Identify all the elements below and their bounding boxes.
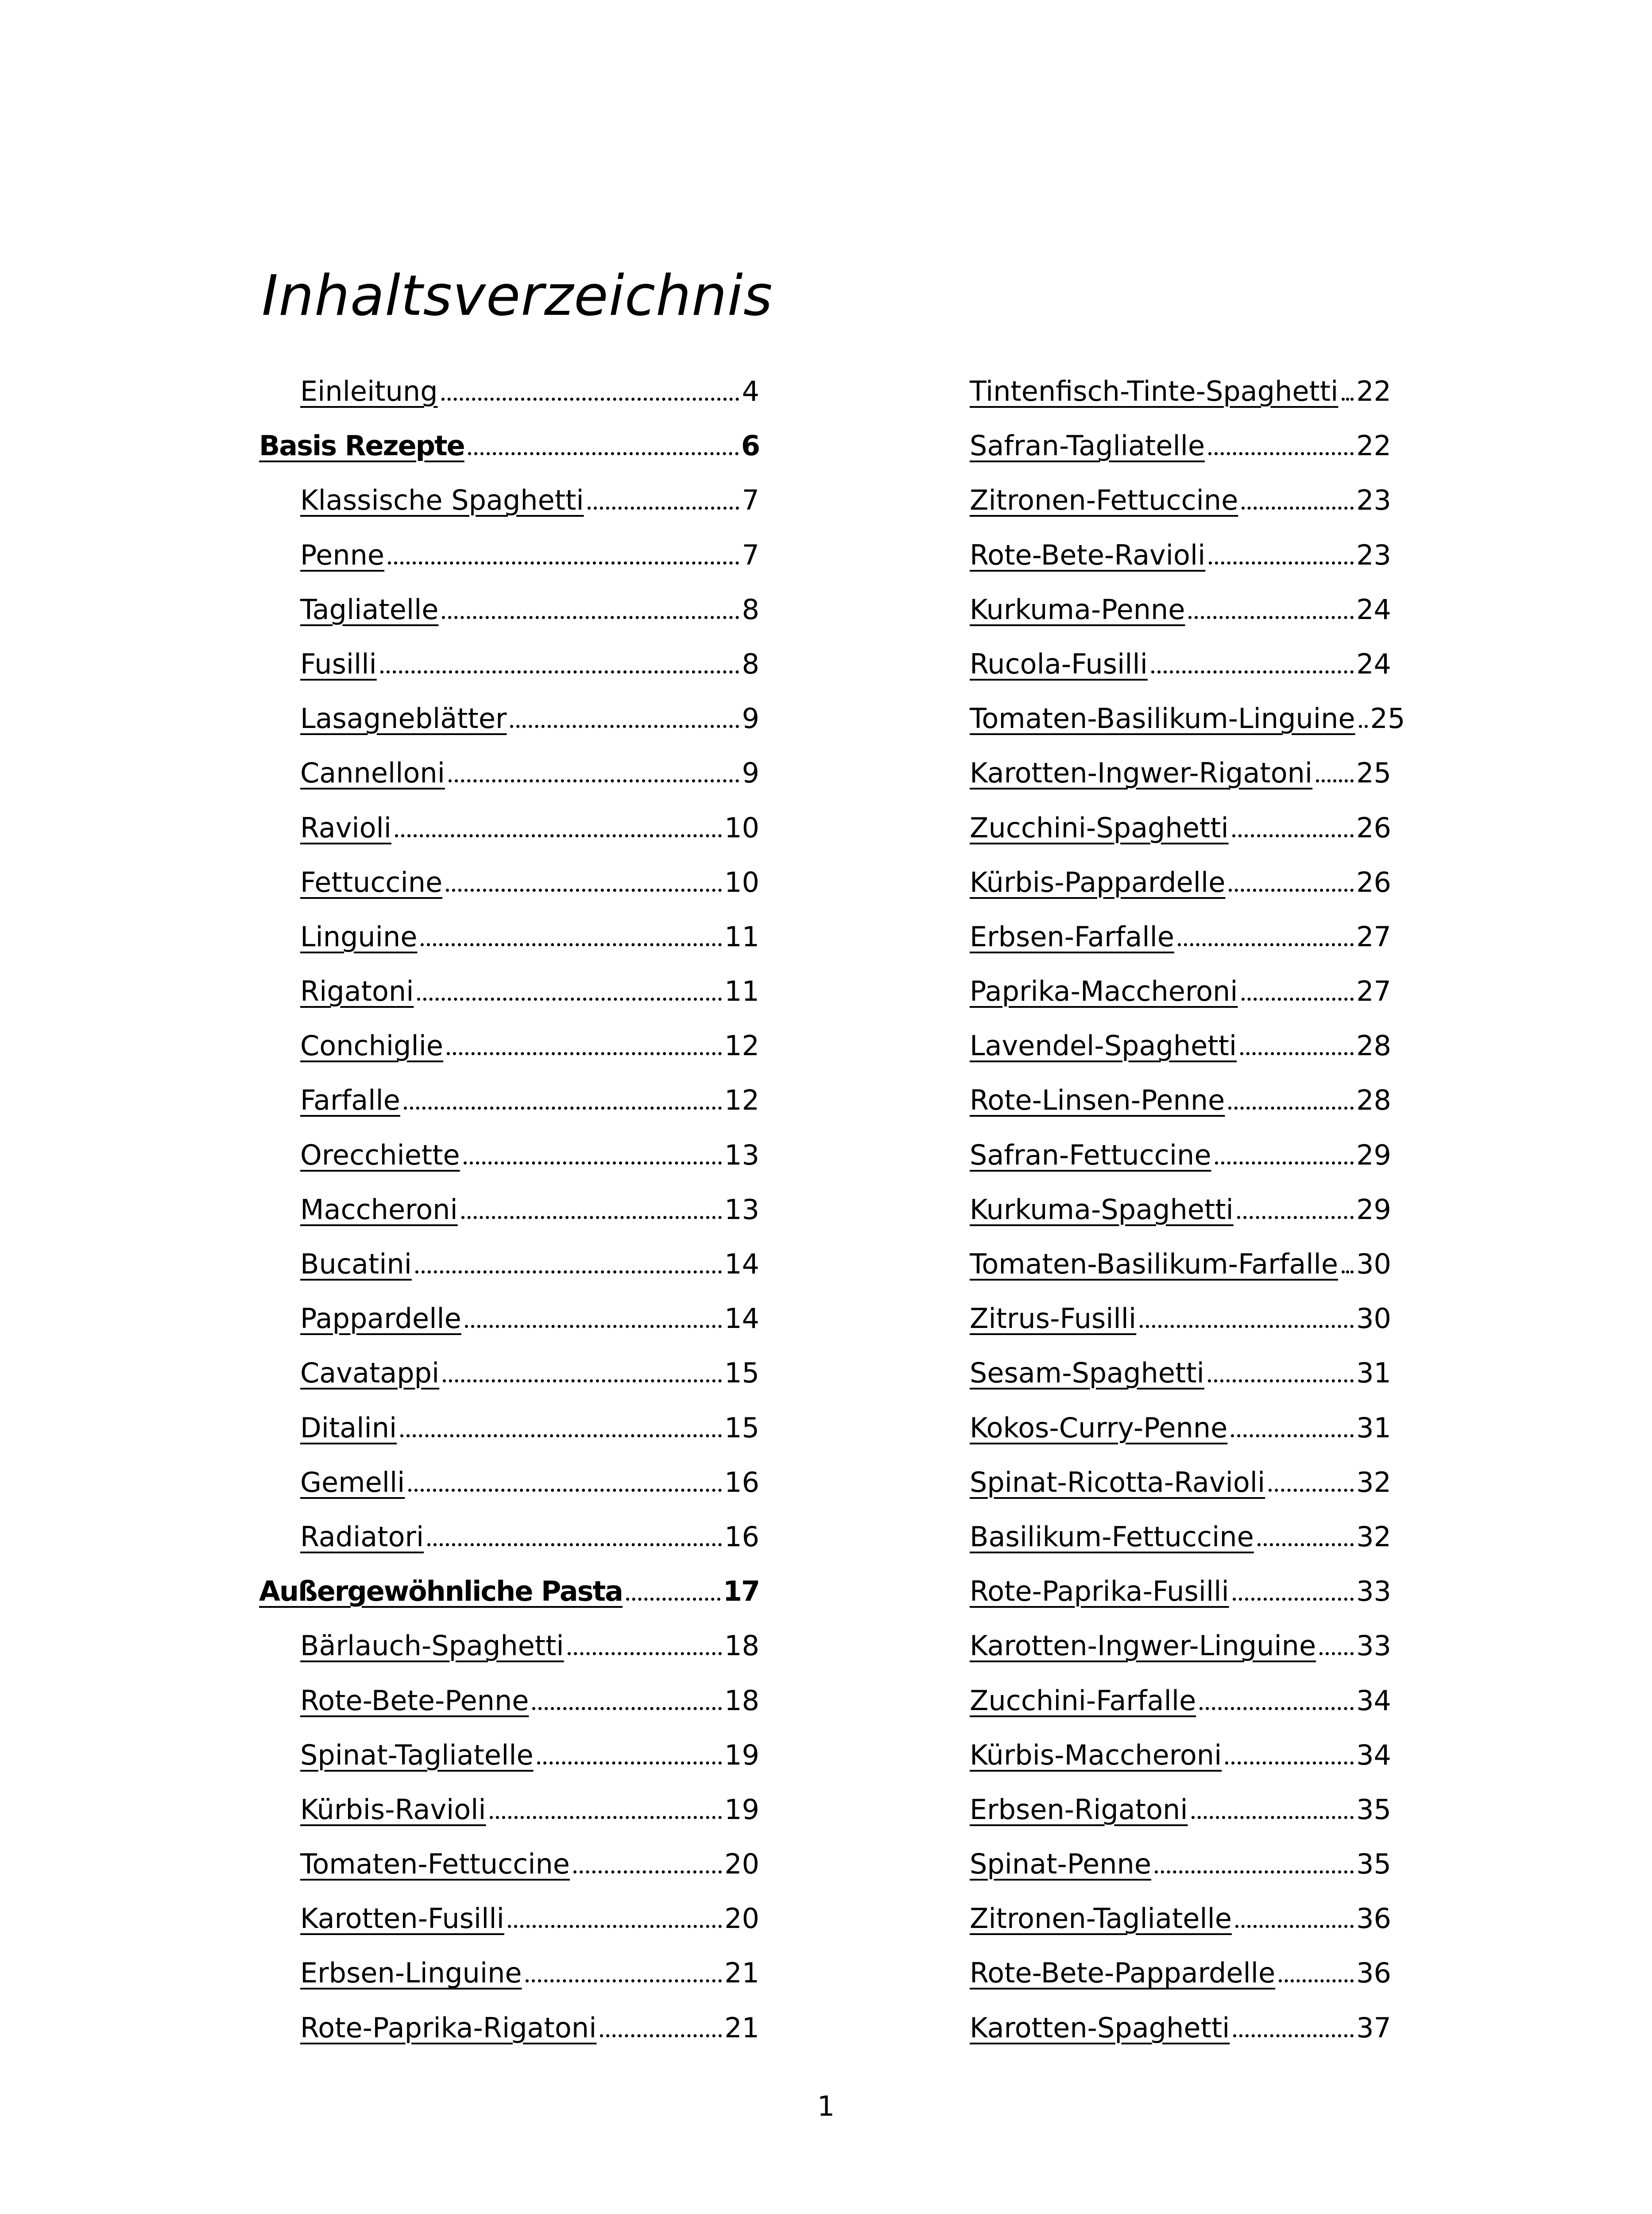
- toc-entry-page-number: 22: [1356, 375, 1391, 407]
- toc-dot-leader: [461, 1216, 722, 1219]
- toc-entry-label[interactable]: Rote-Bete-Penne: [300, 1684, 529, 1717]
- toc-dot-leader: [1192, 1816, 1354, 1819]
- toc-entry[interactable]: [929, 538, 1391, 596]
- toc-dot-leader: [1342, 398, 1354, 401]
- toc-entry-page-number: 34: [1356, 1738, 1391, 1771]
- toc-entry[interactable]: [259, 702, 759, 759]
- toc-entry-page-number: 20: [724, 1902, 759, 1935]
- toc-dot-leader: [508, 1925, 722, 1928]
- toc-entry-label[interactable]: Fusilli: [300, 647, 377, 680]
- toc-entry-label[interactable]: Pappardelle: [300, 1302, 461, 1335]
- toc-entry[interactable]: [929, 1793, 1391, 1850]
- toc-entry-label[interactable]: Bucatini: [300, 1248, 412, 1280]
- toc-entry[interactable]: [929, 375, 1391, 432]
- toc-entry-label[interactable]: Kurkuma-Spaghetti: [970, 1193, 1234, 1226]
- toc-entry[interactable]: [929, 866, 1391, 923]
- page-number: 1: [817, 2090, 835, 2122]
- toc-entry-page-number: 37: [1356, 2011, 1391, 2044]
- toc-entry-label[interactable]: Karotten-Spaghetti: [970, 2011, 1230, 2044]
- toc-entry[interactable]: [929, 1738, 1391, 1796]
- toc-entry[interactable]: [259, 1684, 759, 1742]
- toc-entry[interactable]: [259, 1738, 759, 1796]
- toc-left-column: [259, 375, 759, 2069]
- toc-entry[interactable]: [259, 1520, 759, 1578]
- toc-entry[interactable]: [259, 1466, 759, 1523]
- toc-entry-label[interactable]: Kurkuma-Penne: [970, 593, 1185, 626]
- toc-entry-label[interactable]: Safran-Tagliatelle: [970, 430, 1205, 462]
- toc-entry-label[interactable]: Sesam-Spaghetti: [970, 1357, 1204, 1390]
- toc-dot-leader: [1257, 1543, 1354, 1546]
- toc-entry-label[interactable]: Rigatoni: [300, 975, 414, 1008]
- toc-entry-label[interactable]: Zucchini-Spaghetti: [970, 811, 1229, 844]
- toc-dot-leader: [1140, 1325, 1354, 1328]
- toc-entry[interactable]: [259, 975, 759, 1032]
- toc-entry-page-number: 14: [724, 1248, 759, 1280]
- toc-dot-leader: [1231, 1434, 1354, 1437]
- toc-dot-leader: [1155, 1870, 1354, 1873]
- toc-dot-leader: [421, 943, 722, 946]
- toc-dot-leader: [443, 1379, 722, 1382]
- toc-dot-leader: [468, 452, 739, 455]
- toc-dot-leader: [1208, 1379, 1354, 1382]
- toc-dot-leader: [568, 1652, 722, 1655]
- toc-entry[interactable]: [929, 1411, 1391, 1469]
- toc-entry[interactable]: [929, 1138, 1391, 1196]
- toc-entry-label[interactable]: Rote-Paprika-Rigatoni: [300, 2011, 597, 2044]
- toc-entry[interactable]: [259, 484, 759, 541]
- toc-entry-page-number: 33: [1356, 1630, 1391, 1662]
- toc-entry[interactable]: [929, 647, 1391, 705]
- toc-entry[interactable]: [929, 702, 1405, 759]
- toc-dot-leader: [1199, 1707, 1354, 1710]
- toc-entry-page-number: 26: [1356, 866, 1391, 898]
- toc-entry-page-number: 14: [724, 1302, 759, 1335]
- toc-dot-leader: [446, 889, 722, 892]
- toc-entry[interactable]: [259, 1850, 759, 1905]
- toc-entry-page-number: 36: [1356, 1957, 1391, 1990]
- toc-dot-leader: [395, 834, 722, 837]
- toc-entry-page-number: 27: [1356, 975, 1391, 1008]
- toc-dot-leader: [1178, 943, 1354, 946]
- toc-dot-leader: [1242, 998, 1354, 1001]
- toc-entry-page-number: 12: [724, 1084, 759, 1117]
- toc-entry-page-number: 28: [1356, 1084, 1391, 1117]
- toc-entry-label[interactable]: Zucchini-Farfalle: [970, 1684, 1196, 1717]
- toc-entry-page-number: 15: [724, 1411, 759, 1444]
- toc-dot-leader: [447, 1052, 722, 1055]
- toc-entry-page-number: 24: [1356, 593, 1391, 626]
- toc-entry-page-number: 11: [724, 975, 759, 1008]
- toc-entry-page-number: 29: [1356, 1138, 1391, 1171]
- toc-entry[interactable]: [259, 811, 759, 869]
- toc-entry-page-number: 9: [742, 702, 759, 735]
- toc-dot-leader: [588, 507, 739, 510]
- toc-entry[interactable]: [259, 866, 759, 923]
- toc-dot-leader: [1232, 834, 1354, 837]
- toc-entry-page-number: 32: [1356, 1520, 1391, 1553]
- toc-entry-page-number: 13: [724, 1193, 759, 1226]
- toc-entry-page-number: 35: [1356, 1848, 1391, 1881]
- toc-entry-label[interactable]: Karotten-Fusilli: [300, 1902, 504, 1935]
- toc-entry-page-number: 18: [724, 1684, 759, 1717]
- toc-entry[interactable]: [259, 1793, 759, 1850]
- toc-entry-page-number: 23: [1356, 538, 1391, 571]
- toc-entry[interactable]: [929, 920, 1391, 978]
- toc-entry-label[interactable]: Basis Rezepte: [259, 430, 464, 462]
- toc-dot-leader: [1188, 616, 1354, 619]
- toc-entry-label[interactable]: Klassische Spaghetti: [300, 484, 584, 517]
- toc-entry-page-number: 35: [1356, 1793, 1391, 1826]
- toc-entry-label[interactable]: Conchiglie: [300, 1030, 444, 1062]
- toc-entry-label[interactable]: Einleitung: [300, 375, 438, 407]
- toc-entry-page-number: 10: [724, 811, 759, 844]
- toc-entry[interactable]: [929, 1032, 1391, 1087]
- toc-entry[interactable]: [259, 1902, 759, 1959]
- toc-entry-label[interactable]: Radiatori: [300, 1520, 424, 1553]
- toc-entry-label[interactable]: Spinat-Penne: [970, 1848, 1151, 1881]
- toc-entry-label[interactable]: Zitronen-Fettuccine: [970, 484, 1238, 517]
- toc-entry[interactable]: [259, 920, 759, 978]
- toc-entry-label[interactable]: Zitronen-Tagliatelle: [970, 1902, 1232, 1935]
- toc-entry-page-number: 4: [742, 375, 759, 407]
- toc-dot-leader: [1151, 670, 1354, 673]
- toc-entry-label[interactable]: Safran-Fettuccine: [970, 1138, 1211, 1171]
- toc-entry[interactable]: [929, 1632, 1391, 1687]
- toc-entry-page-number: 9: [742, 757, 759, 790]
- toc-dot-leader: [464, 1161, 722, 1165]
- toc-entry[interactable]: [259, 1032, 759, 1087]
- toc-entry-label[interactable]: Lasagneblätter: [300, 702, 507, 735]
- toc-dot-leader: [1225, 1761, 1354, 1765]
- toc-entry-page-number: 8: [742, 647, 759, 680]
- toc-dot-leader: [442, 616, 739, 619]
- toc-entry[interactable]: [929, 484, 1391, 541]
- toc-entry-page-number: 23: [1356, 484, 1391, 517]
- toc-entry-label[interactable]: Außergewöhnliche Pasta: [259, 1575, 623, 1608]
- toc-entry-label[interactable]: Rucola-Fusilli: [970, 647, 1148, 680]
- toc-dot-leader: [1319, 1652, 1354, 1655]
- toc-entry-page-number: 30: [1356, 1248, 1391, 1280]
- toc-entry[interactable]: [929, 1359, 1391, 1414]
- toc-dot-leader: [600, 2034, 722, 2037]
- toc-entry-label[interactable]: Karotten-Ingwer-Rigatoni: [970, 757, 1313, 790]
- toc-entry[interactable]: [259, 375, 759, 432]
- toc-entry[interactable]: [929, 1084, 1391, 1141]
- toc-entry[interactable]: [929, 1250, 1391, 1305]
- toc-entry[interactable]: [929, 1193, 1391, 1250]
- toc-dot-leader: [1233, 1598, 1354, 1601]
- toc-dot-leader: [1208, 452, 1354, 455]
- toc-entry-label[interactable]: Spinat-Ricotta-Ravioli: [970, 1466, 1265, 1498]
- toc-dot-leader: [388, 561, 739, 565]
- toc-entry-page-number: 7: [742, 484, 759, 517]
- toc-entry[interactable]: [259, 1138, 759, 1196]
- toc-dot-leader: [408, 1489, 722, 1492]
- toc-entry-label[interactable]: Karotten-Ingwer-Linguine: [970, 1630, 1316, 1662]
- toc-entry-page-number: 21: [724, 2011, 759, 2044]
- toc-entry[interactable]: [259, 593, 759, 650]
- toc-dot-leader: [1279, 1979, 1354, 1982]
- toc-entry[interactable]: [259, 1302, 759, 1359]
- toc-entry[interactable]: [259, 1359, 759, 1414]
- toc-entry-label[interactable]: Linguine: [300, 920, 418, 953]
- toc-entry-page-number: 17: [723, 1575, 759, 1608]
- toc-dot-leader: [415, 1270, 722, 1273]
- toc-dot-leader: [1229, 889, 1354, 892]
- toc-entry[interactable]: [259, 2011, 759, 2069]
- toc-entry-page-number: 22: [1356, 430, 1391, 462]
- toc-entry[interactable]: [259, 1193, 759, 1250]
- toc-entry-label[interactable]: Fettuccine: [300, 866, 443, 898]
- toc-entry-label[interactable]: Erbsen-Linguine: [300, 1957, 522, 1990]
- toc-entry-label[interactable]: Penne: [300, 538, 385, 571]
- toc-entry-page-number: 16: [724, 1466, 759, 1498]
- toc-entry-label[interactable]: Gemelli: [300, 1466, 405, 1498]
- toc-dot-leader: [1240, 1052, 1354, 1055]
- toc-dot-leader: [1209, 561, 1354, 565]
- toc-entry-page-number: 24: [1356, 647, 1391, 680]
- toc-dot-leader: [626, 1598, 720, 1601]
- toc-entry-page-number: 8: [742, 593, 759, 626]
- toc-dot-leader: [380, 670, 739, 673]
- toc-dot-leader: [465, 1325, 722, 1328]
- toc-dot-leader: [1342, 1270, 1354, 1273]
- toc-entry-page-number: 29: [1356, 1193, 1391, 1226]
- toc-entry-label[interactable]: Basilikum-Fettuccine: [970, 1520, 1254, 1553]
- toc-entry-label[interactable]: Kokos-Curry-Penne: [970, 1411, 1228, 1444]
- toc-entry-label[interactable]: Tintenfisch-Tinte-Spaghetti: [970, 375, 1339, 407]
- toc-dot-leader: [441, 398, 739, 401]
- toc-entry[interactable]: [259, 1250, 759, 1305]
- toc-dot-leader: [449, 779, 739, 782]
- toc-entry[interactable]: [929, 2011, 1391, 2069]
- toc-entry-label[interactable]: Lavendel-Spaghetti: [970, 1030, 1237, 1062]
- toc-entry-page-number: 28: [1356, 1030, 1391, 1062]
- toc-entry-label[interactable]: Tagliatelle: [300, 593, 439, 626]
- toc-dot-leader: [400, 1434, 722, 1437]
- toc-entry-label[interactable]: Rote-Paprika-Fusilli: [970, 1575, 1229, 1608]
- toc-section-entry[interactable]: [259, 1575, 759, 1632]
- toc-entry[interactable]: [929, 1850, 1391, 1905]
- toc-entry-page-number: 6: [741, 430, 759, 462]
- toc-entry-page-number: 32: [1356, 1466, 1391, 1498]
- toc-entry-label[interactable]: Bärlauch-Spaghetti: [300, 1630, 564, 1662]
- toc-entry[interactable]: [259, 647, 759, 705]
- toc-entry-label[interactable]: Tomaten-Basilikum-Farfalle: [970, 1248, 1339, 1280]
- toc-entry[interactable]: [929, 1520, 1391, 1578]
- toc-entry[interactable]: [929, 1575, 1391, 1632]
- toc-entry-page-number: 12: [724, 1030, 759, 1062]
- toc-entry-page-number: 11: [724, 920, 759, 953]
- toc-entry[interactable]: [929, 1959, 1391, 2014]
- toc-entry[interactable]: [929, 811, 1391, 869]
- toc-entry-label[interactable]: Tomaten-Fettuccine: [300, 1848, 570, 1881]
- toc-entry-page-number: 18: [724, 1630, 759, 1662]
- toc-entry-page-number: 30: [1356, 1302, 1391, 1335]
- toc-entry-label[interactable]: Rote-Bete-Ravioli: [970, 538, 1206, 571]
- toc-entry-page-number: 25: [1356, 757, 1391, 790]
- toc-entry-label[interactable]: Rote-Linsen-Penne: [970, 1084, 1225, 1117]
- toc-section-entry[interactable]: [259, 432, 759, 487]
- toc-entry-label[interactable]: Kürbis-Pappardelle: [970, 866, 1226, 898]
- toc-entry-page-number: 20: [724, 1848, 759, 1881]
- toc-dot-leader: [1242, 507, 1354, 510]
- toc-entry-label[interactable]: Erbsen-Rigatoni: [970, 1793, 1188, 1826]
- toc-dot-leader: [510, 725, 739, 728]
- toc-dot-leader: [532, 1707, 722, 1710]
- toc-entry[interactable]: [259, 1411, 759, 1469]
- toc-entry-page-number: 15: [724, 1357, 759, 1390]
- toc-entry-page-number: 26: [1356, 811, 1391, 844]
- toc-entry[interactable]: [929, 975, 1391, 1032]
- toc-entry[interactable]: [929, 1466, 1391, 1523]
- toc-entry-label[interactable]: Spinat-Tagliatelle: [300, 1738, 534, 1771]
- toc-entry-label[interactable]: Maccheroni: [300, 1193, 458, 1226]
- toc-entry[interactable]: [929, 1302, 1391, 1359]
- toc-entry-label[interactable]: Rote-Bete-Pappardelle: [970, 1957, 1276, 1990]
- toc-entry-page-number: 33: [1356, 1575, 1391, 1608]
- toc-entry[interactable]: [259, 1959, 759, 2014]
- toc-entry-label[interactable]: Zitrus-Fusilli: [970, 1302, 1137, 1335]
- toc-right-column: [929, 375, 1405, 2069]
- toc-entry-page-number: 34: [1356, 1684, 1391, 1717]
- toc-entry-label[interactable]: Orecchiette: [300, 1138, 460, 1171]
- toc-dot-leader: [1316, 779, 1354, 782]
- toc-entry-label[interactable]: Cannelloni: [300, 757, 445, 790]
- toc-entry[interactable]: [929, 759, 1391, 814]
- toc-dot-leader: [417, 998, 722, 1001]
- toc-entry-page-number: 10: [724, 866, 759, 898]
- toc-dot-leader: [404, 1107, 722, 1110]
- toc-dot-leader: [1359, 725, 1368, 728]
- toc-entry-label[interactable]: Kürbis-Maccheroni: [970, 1738, 1222, 1771]
- toc-entry-page-number: 21: [724, 1957, 759, 1990]
- toc-entry-label[interactable]: Ditalini: [300, 1411, 397, 1444]
- toc-entry-page-number: 36: [1356, 1902, 1391, 1935]
- toc-entry-page-number: 31: [1356, 1411, 1391, 1444]
- toc-dot-leader: [526, 1979, 722, 1982]
- toc-entry[interactable]: [259, 538, 759, 596]
- toc-entry-page-number: 27: [1356, 920, 1391, 953]
- toc-dot-leader: [573, 1870, 722, 1873]
- toc-entry-label[interactable]: Farfalle: [300, 1084, 400, 1117]
- toc-entry-label[interactable]: Kürbis-Ravioli: [300, 1793, 486, 1826]
- toc-dot-leader: [1233, 2034, 1354, 2037]
- toc-entry[interactable]: [259, 1084, 759, 1141]
- toc-entry[interactable]: [929, 593, 1391, 650]
- toc-entry-page-number: 13: [724, 1138, 759, 1171]
- toc-entry-label[interactable]: Erbsen-Farfalle: [970, 920, 1175, 953]
- toc-entry-label[interactable]: Ravioli: [300, 811, 392, 844]
- toc-dot-leader: [490, 1816, 722, 1819]
- toc-entry[interactable]: [929, 1684, 1391, 1742]
- toc-entry[interactable]: [929, 1902, 1391, 1959]
- toc-entry-page-number: 16: [724, 1520, 759, 1553]
- toc-entry[interactable]: [259, 1632, 759, 1687]
- toc-entry-page-number: 19: [724, 1738, 759, 1771]
- toc-entry-page-number: 25: [1370, 702, 1405, 735]
- toc-entry[interactable]: [929, 432, 1391, 487]
- toc-entry-page-number: 31: [1356, 1357, 1391, 1390]
- toc-entry-label[interactable]: Paprika-Maccheroni: [970, 975, 1238, 1008]
- toc-dot-leader: [1237, 1216, 1354, 1219]
- toc-entry-page-number: 7: [742, 538, 759, 571]
- toc-dot-leader: [537, 1761, 722, 1765]
- toc-dot-leader: [427, 1543, 722, 1546]
- toc-dot-leader: [1215, 1161, 1354, 1165]
- toc-entry-label[interactable]: Cavatappi: [300, 1357, 440, 1390]
- toc-entry-label[interactable]: Tomaten-Basilikum-Linguine: [970, 702, 1355, 735]
- toc-dot-leader: [1235, 1925, 1354, 1928]
- toc-dot-leader: [1228, 1107, 1354, 1110]
- toc-entry[interactable]: [259, 759, 759, 814]
- toc-title: Inhaltsverzeichnis: [262, 263, 773, 328]
- toc-entry-page-number: 19: [724, 1793, 759, 1826]
- toc-dot-leader: [1269, 1489, 1354, 1492]
